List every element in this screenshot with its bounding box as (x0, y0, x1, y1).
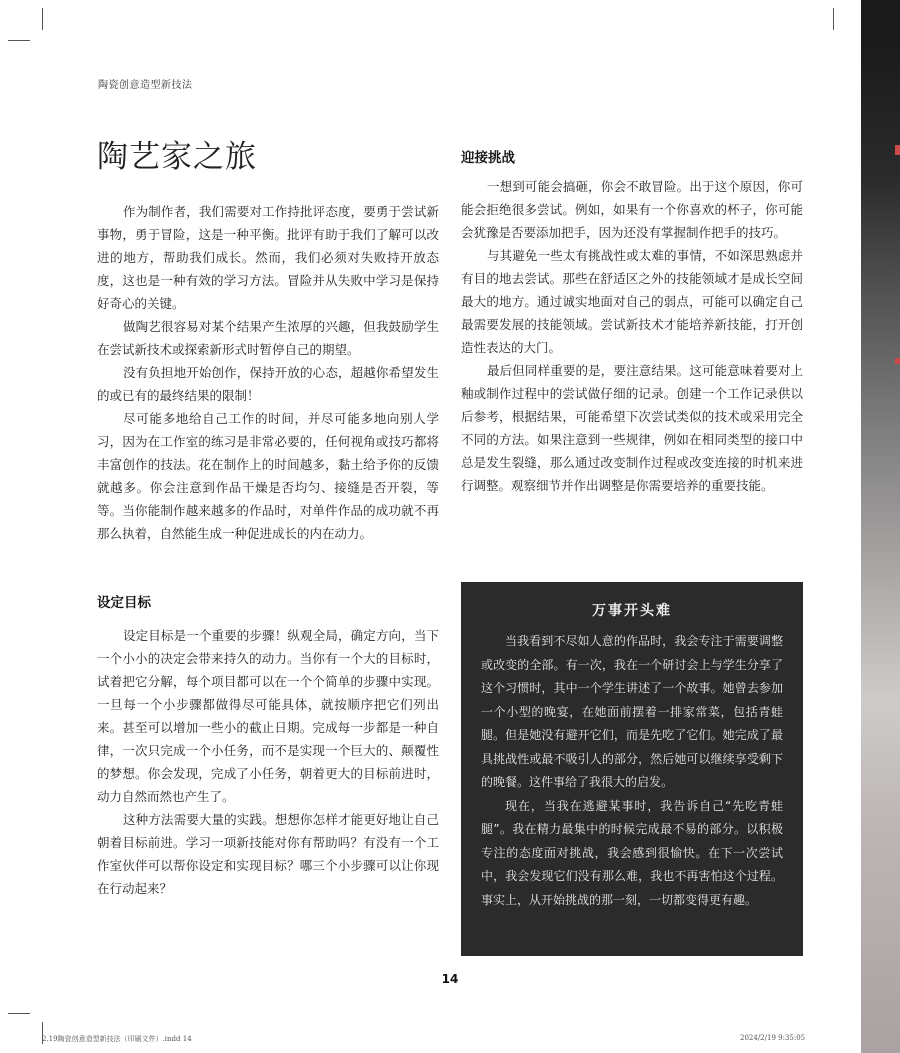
crop-mark (42, 8, 43, 30)
paragraph: 做陶艺很容易对某个结果产生浓厚的兴趣，但我鼓励学生在尝试新技术或探索新形式时暂停自己的期望。 (97, 319, 439, 357)
sidebar-box (461, 582, 803, 956)
print-slug-timestamp: 2024/2/19 9:35:05 (740, 1034, 806, 1042)
adjacent-page-photo-edge (861, 0, 900, 1053)
edge-accent (895, 358, 900, 364)
section-heading-challenge: 迎接挑战 (461, 150, 515, 166)
sidebar-heading: 万事开头难 (592, 603, 672, 619)
goals-column (97, 624, 439, 900)
section-heading-goals: 设定目标 (97, 595, 151, 611)
running-head: 陶瓷创意造型新技法 (98, 80, 193, 91)
paragraph: 一想到可能会搞砸，你会不敢冒险。出于这个原因，你可能会拒绝很多尝试。例如，如果有一个你喜欢的杯子，你可能会犹豫是否要添加把手，因为还没有掌握制作把手的技巧。 (461, 179, 803, 240)
paragraph: 没有负担地开始创作，保持开放的心态，超越你希望发生的或已有的最终结果的限制！ (97, 365, 439, 403)
crop-mark (8, 40, 30, 41)
sidebar-paragraph: 当我看到不尽如人意的作品时，我会专注于需要调整或改变的全部。有一次，我在一个研讨会上与学生分享了这个习惯时，其中一个学生讲述了一个故事。她曾去参加一个小型的晚宴，在她面前摆着一排家常菜，包括青蛙腿。但是她没有避开它们，而是先吃了它们。她完成了最具挑战性或最不吸引人的部分，然后她可以继续享受剩下的晚餐。这件事给了我很大的启发。 (481, 634, 783, 789)
intro-column (97, 200, 439, 545)
paragraph: 设定目标是一个重要的步骤！纵观全局，确定方向，当下一个小小的决定会带来持久的动力。当你有一个大的目标时，试着把它分解，每个项目都可以在一个个简单的步骤中实现。一旦每一个小步骤都做得尽可能具体，就按顺序把它们列出来。甚至可以增加一些小的截止日期。完成每一步都是一种自律，一次只完成一个小任务，而不是实现一个巨大的、颠覆性的梦想。你会发现，完成了小任务，朝着更大的目标前进时，动力自然而然也产生了。 (97, 628, 439, 804)
paragraph: 与其避免一些太有挑战性或太难的事情，不如深思熟虑并有目的地去尝试。那些在舒适区之外的技能领域才是成长空间最大的地方。通过诚实地面对自己的弱点，可能可以确定自己最需要发展的技能领域。尝试新技术才能培养新技能，打开创造性表达的大门。 (461, 248, 803, 355)
sidebar-paragraph: 现在，当我在逃避某事时，我告诉自己“先吃青蛙腿”。我在精力最集中的时候完成最不易的部分。以积极专注的态度面对挑战，我会感到很愉快。在下一次尝试中，我会发现它们没有那么难，我也不再害怕这个过程。事实上，从开始挑战的那一刻，一切都变得更有趣。 (481, 798, 783, 907)
crop-mark (8, 1013, 30, 1014)
challenge-column (461, 175, 803, 497)
paragraph: 最后但同样重要的是，要注意结果。这可能意味着要对上釉或制作过程中的尝试做仔细的记录。创建一个工作记录供以后参考，根据结果，可能希望下次尝试类似的技术或采用完全不同的方法。如果注意到一些规律，例如在相同类型的接口中总是发生裂缝，那么通过改变制作过程或改变连接的时机来进行调整。观察细节并作出调整是你需要培养的重要技能。 (461, 363, 803, 493)
paragraph: 尽可能多地给自己工作的时间，并尽可能多地向别人学习，因为在工作室的练习是非常必要的，任何视角或技巧都将丰富创作的技法。花在制作上的时间越多，黏土给予你的反馈就越多。你会注意到作品干燥是否均匀、接缝是否开裂，等等。当你能制作越来越多的作品时，对单件作品的成功就不再那么执着，自然能生成一种促进成长的内在动力。 (97, 411, 439, 541)
print-slug-file: 2.19陶瓷创意造型新技法（印刷文件）.indd 14 (42, 1035, 192, 1043)
paragraph: 作为制作者，我们需要对工作持批评态度，要勇于尝试新事物，勇于冒险，这是一种平衡。批评有助于我们了解可以改进的地方，帮助我们成长。然而，我们必须对失败持开放态度，这也是一种有效的学习方法。冒险并从失败中学习是保持好奇心的关键。 (97, 204, 439, 311)
paragraph: 这种方法需要大量的实践。想想你怎样才能更好地让自己朝着目标前进。学习一项新技能对你有帮助吗？有没有一个工作室伙伴可以帮你设定和实现目标？哪三个小步骤可以让你现在行动起来？ (97, 812, 439, 896)
edge-accent (895, 145, 900, 155)
crop-mark (833, 8, 834, 30)
page-title: 陶艺家之旅 (97, 139, 257, 175)
page-number: 14 (441, 972, 459, 986)
